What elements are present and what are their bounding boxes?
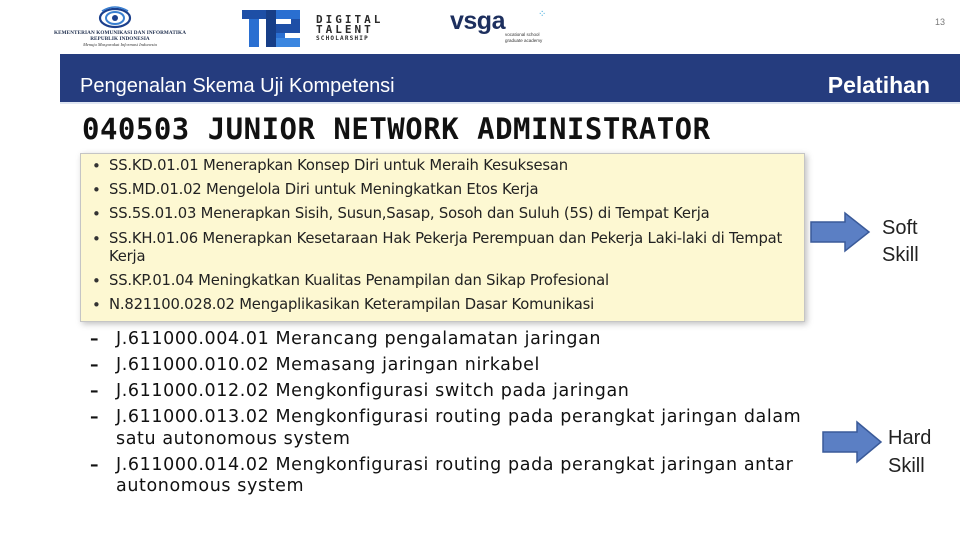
soft-skill-item: • N.821100.028.02 Mengaplikasikan Keterampilan Dasar Komunikasi [89, 296, 796, 314]
soft-skill-item: • SS.KD.01.01 Menerapkan Konsep Diri untuk Meraih Kesuksesan [89, 157, 796, 175]
soft-skill-item: • SS.MD.01.02 Mengelola Diri untuk Meningkatkan Etos Kerja [89, 181, 796, 199]
kominfo-motto: Menuju Masyarakat Informasi Indonesia [83, 42, 157, 47]
dts-line1: DIGITAL [316, 13, 384, 26]
hard-skill-item: – J.611000.010.02 Memasang jaringan nirkabel [88, 355, 818, 377]
soft-skill-label-line2: Skill [882, 244, 919, 266]
kominfo-name-line2: REPUBLIK INDONESIA [90, 36, 150, 42]
hard-skill-item: – J.611000.013.02 Mengkonfigurasi routing pada perangkat jaringan dalam satu autonomous system [88, 407, 818, 450]
hard-skill-label-line1: Hard [888, 427, 932, 449]
soft-skill-arrow-icon [809, 211, 871, 253]
title-bar [60, 54, 960, 104]
dts-line2: TALENT [316, 23, 374, 36]
soft-skill-box [80, 153, 805, 322]
hard-skill-item: – J.611000.004.01 Merancang pengalamatan jaringan [88, 329, 818, 351]
slide-number: 13 [934, 17, 945, 27]
scheme-intro-label: Pengenalan Skema Uji Kompetensi [80, 75, 395, 97]
soft-skill-item: • SS.KP.01.04 Meningkatkan Kualitas Penampilan dan Sikap Profesional [89, 272, 796, 290]
soft-skill-item: • SS.KH.01.06 Menerapkan Kesetaraan Hak Pekerja Perempuan dan Pekerja Laki-laki di Tempat Kerja [89, 230, 796, 266]
vsga-logo [450, 8, 560, 52]
vsga-wordmark: vsga [450, 7, 505, 35]
hard-skill-item: – J.611000.012.02 Mengkonfigurasi switch pada jaringan [88, 381, 818, 403]
hard-skill-label-line2: Skill [888, 455, 925, 477]
kominfo-logo [40, 5, 200, 49]
hard-skill-list [88, 329, 818, 502]
vsga-subtitle: vocational school graduate academy [505, 32, 543, 43]
training-label: Pelatihan [827, 72, 930, 98]
page-title: 040503 JUNIOR NETWORK ADMINISTRATOR [82, 112, 711, 146]
digital-talent-logo [240, 6, 410, 50]
vsga-dots-icon: ⁘ [538, 9, 547, 20]
soft-skill-item: • SS.5S.01.03 Menerapkan Sisih, Susun,Sasap, Sosoh dan Suluh (5S) di Tempat Kerja [89, 205, 796, 223]
hard-skill-label [888, 424, 931, 480]
hard-skill-item: – J.611000.014.02 Mengkonfigurasi routing pada perangkat jaringan antar autonomous system [88, 455, 818, 498]
dts-mark-icon [240, 6, 304, 50]
soft-skill-label [882, 215, 919, 269]
hard-skill-arrow-icon [821, 420, 883, 464]
kominfo-name-line1: KEMENTERIAN KOMUNIKASI DAN INFORMATIKA [53, 30, 187, 36]
kominfo-emblem-icon [98, 5, 132, 29]
dts-line3: SCHOLARSHIP [316, 35, 369, 42]
soft-skill-list [89, 157, 796, 314]
soft-skill-label-line1: Soft [882, 217, 918, 239]
